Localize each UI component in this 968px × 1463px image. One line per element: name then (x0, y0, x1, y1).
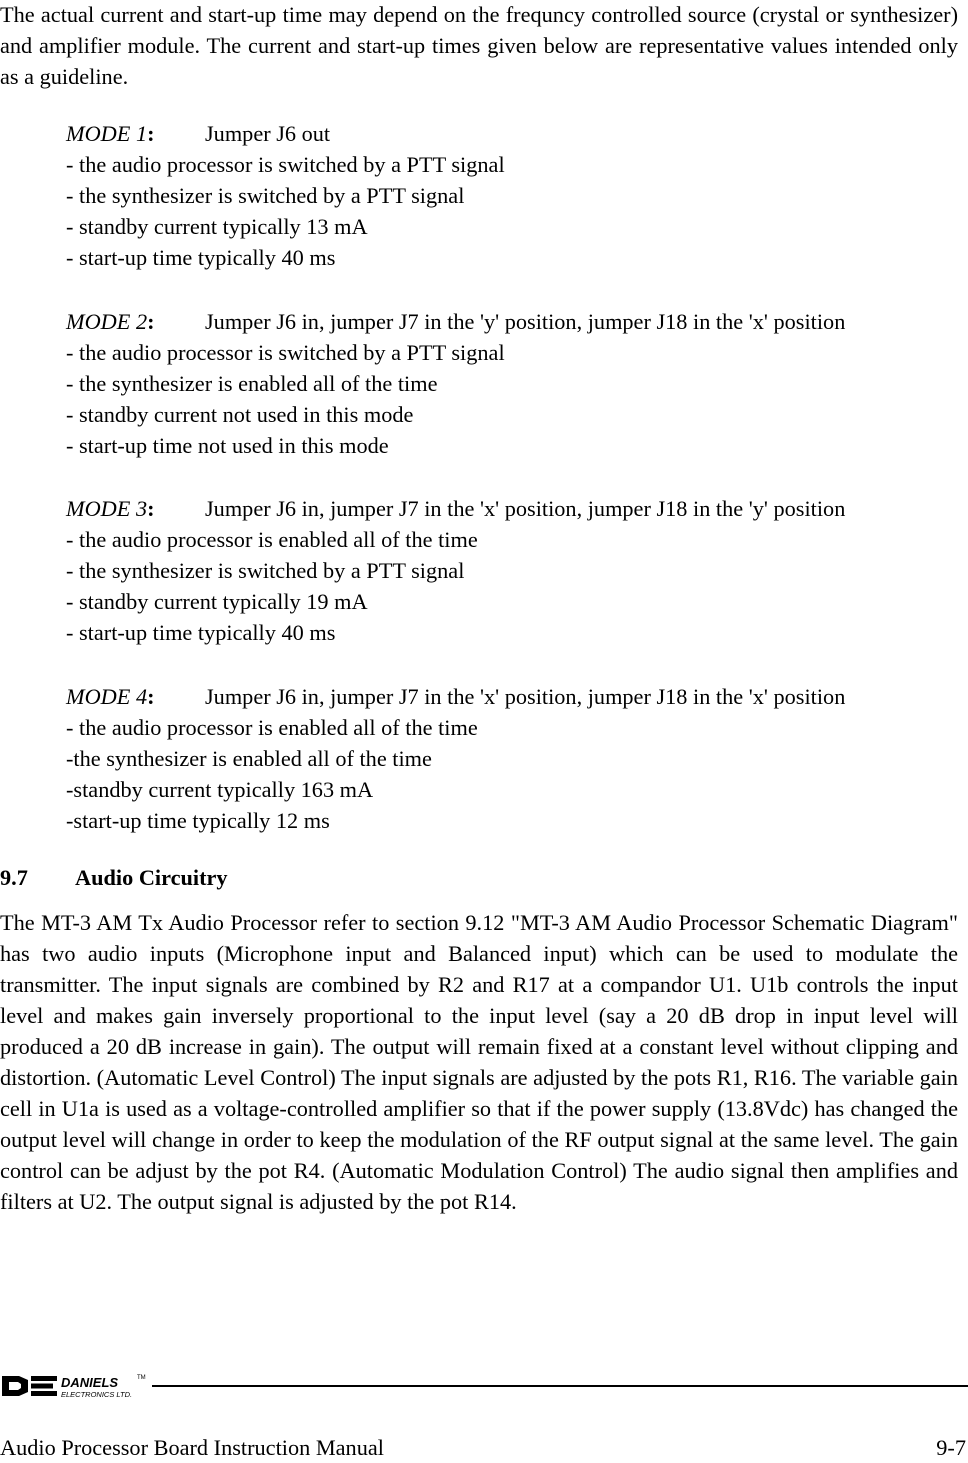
mode-2-heading (66, 306, 946, 337)
mode-3-label: MODE 3 (66, 496, 148, 521)
footer-page-number: 9-7 (936, 1435, 966, 1460)
mode-1-line: - the audio processor is switched by a PTT signal (66, 152, 505, 177)
mode-3-line: - start-up time typically 40 ms (66, 620, 336, 645)
mode-3-description: Jumper J6 in, jumper J7 in the 'x' position, jumper J18 in the 'y' position (205, 496, 846, 521)
section-title: Audio Circuitry (75, 865, 228, 890)
logo-name: DANIELS (61, 1375, 119, 1390)
mode-1-line: - standby current typically 13 mA (66, 214, 368, 239)
mode-2-line: - the audio processor is switched by a PTT signal (66, 340, 505, 365)
mode-3-colon: : (147, 496, 155, 521)
mode-2-description: Jumper J6 in, jumper J7 in the 'y' position, jumper J18 in the 'x' position (205, 309, 846, 334)
mode-1-block (66, 118, 946, 273)
mode-1-line: - the synthesizer is switched by a PTT signal (66, 183, 465, 208)
mode-2-line: - standby current not used in this mode (66, 402, 414, 427)
mode-3-heading (66, 493, 946, 524)
mode-4-line: - the audio processor is enabled all of the time (66, 715, 478, 740)
mode-1-line: - start-up time typically 40 ms (66, 245, 336, 270)
logo-tm: TM (137, 1375, 146, 1381)
mode-2-line: - start-up time not used in this mode (66, 433, 389, 458)
intro-paragraph: The actual current and start-up time may depend on the frequncy controlled source (crystal or synthesizer) and amplifier module. The current and start-up times given below are representative values intended only as a guideline. (0, 2, 958, 89)
daniels-logo (0, 1371, 160, 1401)
mode-2-label: MODE 2 (66, 309, 148, 334)
mode-4-heading (66, 681, 946, 712)
mode-2-block (66, 306, 946, 461)
mode-3-line: - the audio processor is enabled all of the time (66, 527, 478, 552)
mode-3-block (66, 493, 946, 648)
section-heading (0, 862, 228, 893)
mode-4-colon: : (147, 684, 155, 709)
mode-2-colon: : (147, 309, 155, 334)
mode-4-line: -the synthesizer is enabled all of the time (66, 746, 432, 771)
mode-4-line: -standby current typically 163 mA (66, 777, 374, 802)
mode-3-line: - standby current typically 19 mA (66, 589, 368, 614)
mode-4-description: Jumper J6 in, jumper J7 in the 'x' position, jumper J18 in the 'x' position (205, 684, 846, 709)
mode-2-line: - the synthesizer is enabled all of the time (66, 371, 438, 396)
mode-1-heading (66, 118, 946, 149)
footer-manual-title: Audio Processor Board Instruction Manual (0, 1435, 384, 1460)
mode-1-description: Jumper J6 out (205, 121, 331, 146)
mode-4-label: MODE 4 (66, 684, 148, 709)
footer-rule (152, 1385, 968, 1387)
mode-4-block (66, 681, 946, 836)
logo-sub: ELECTRONICS LTD. (61, 1390, 133, 1399)
section-number: 9.7 (0, 865, 28, 890)
mode-3-line: - the synthesizer is switched by a PTT signal (66, 558, 465, 583)
daniels-logo-mark (0, 1371, 160, 1401)
mode-1-label: MODE 1 (66, 121, 148, 146)
section-body: The MT-3 AM Tx Audio Processor refer to section 9.12 "MT-3 AM Audio Processor Schematic Diagram" has two audio inputs (Microphone input and Balanced input) which can be used to modulate the transmitter. The input signals are combined by R2 and R17 at a compandor U1. U1b controls the input level and makes gain inversely proportional to the input level (say a 20 dB drop in input level will produced a 20 dB increase in gain). The output will remain fixed at a constant level without clipping and distortion. (Automatic Level Control) The input signals are adjusted by the pots R1, R16. The variable gain cell in U1a is used as a voltage-controlled amplifier so that if the power supply (13.8Vdc) has changed the output level will change in order to keep the modulation of the RF output signal at the same level. The gain control can be adjust by the pot R4. (Automatic Modulation Control) The audio signal then amplifies and filters at U2. The output signal is adjusted by the pot R14. (0, 910, 958, 1214)
mode-1-colon: : (147, 121, 155, 146)
mode-4-line: -start-up time typically 12 ms (66, 808, 330, 833)
